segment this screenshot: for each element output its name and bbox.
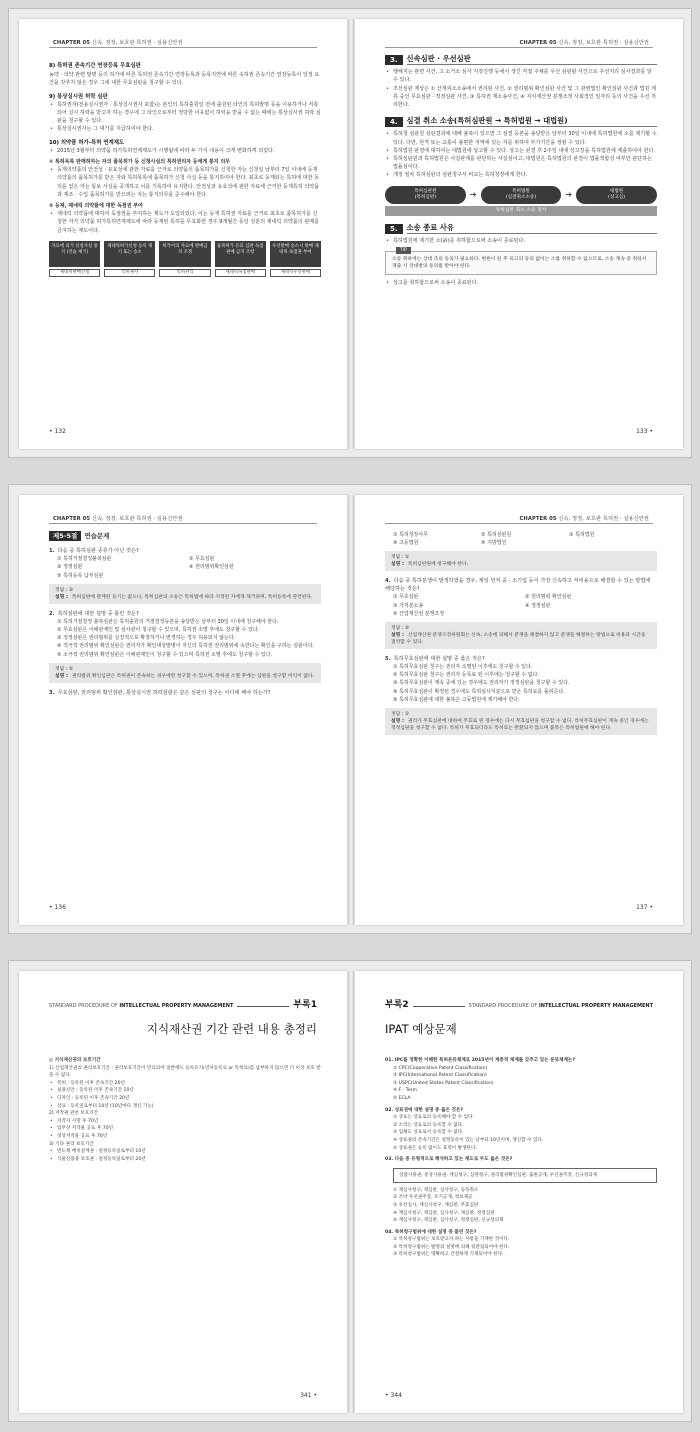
list-item: • 조선심판 제상은 ① 산재피소소송에서 권리된 사건, ② 권리범위 확인심판 사건 및 그 관련법인 확인심판 사건과 법원 계류 중인 무효심판 · 정정심판 사건, ③ 특허권 재소송사건, ④ 지식재산권 분쟁조정 사회적인 일자리 등의 사건을 우선 처리한다. [393, 85, 657, 110]
page-number: 133 • [636, 428, 653, 435]
option: ① 특허거절결정불복심판 [57, 556, 112, 563]
header-rule [49, 523, 317, 524]
page-content [49, 57, 321, 277]
explanation: 권리범위 확인심판은 특허권이 존속하는 경우에만 청구할 수 있으며, 특허권 소멸 후에는 심판을 청구할 이익이 없다. [71, 673, 315, 679]
option: ② 조약 우선권주장, 조기공개, 정보제공 [393, 1195, 473, 1201]
option: ③ USPC(United States Patent Classification) [393, 1080, 494, 1086]
process-diagram [49, 241, 321, 277]
option: ④ F - Term [393, 1088, 417, 1094]
list-item: • 반도체 배치설계권 : 설정등록일로부터 10년 [57, 1148, 321, 1156]
option: ② 소리는 상표로의 등록할 수 없다. [393, 1122, 464, 1128]
book-gutter [348, 971, 354, 1413]
book-gutter [348, 495, 354, 925]
section-10-sub1: ① 특허목록 판매허하는 자의 품목허가 등 신청사실의 특허권리자 등에게 통지 의무 [49, 159, 231, 166]
question-1-options [49, 555, 321, 580]
explanation: 특허심판에 관계된 등기는 없으나, 특허심판의 소송은 특허법에 따라 지정된 자에게 제기하며, 특허등록에 관련된다. [71, 594, 313, 600]
list-item: • 상표 : 등록일로부터 10년 (10년마다 갱신 가능) [57, 1103, 321, 1111]
question-1: 01. IPC를 정확한 이해한 특허분류체계로 2015년이 계층적 체계를 갖추고 있는 분류체계는? [385, 1058, 576, 1063]
flow-node-patent-tribunal: 특허심판원 (특허심판) [385, 186, 466, 204]
running-header: CHAPTER 05 신속, 정정, 보호관 특허권 · 실용신안권 [519, 516, 649, 522]
option: ① 특허거절결정 불복심판은 특허출원의 거절결정등본을 송달받은 날부터 30일 이내에 청구해야 한다. [57, 618, 279, 625]
option: ① 상표는 상표로의 등록해야 할 수 있다. [393, 1115, 474, 1121]
section-10-title: 10) 의약품 허가-특허 연계제도 [49, 139, 125, 146]
question-2: 02. 상표권에 대한 설명 중 옳은 것은? [385, 1107, 464, 1113]
option: ② 무효심판 [189, 556, 215, 563]
section-8-title: 8) 특허권 존속기간 연장등록 무효심판 [49, 63, 141, 69]
option: ⑤ 상표권은 등록 없이도 효력이 발생한다. [393, 1145, 477, 1151]
option: ④ 상표권의 존속기간은 설정등록이 있는 날부터 10년이며, 갱신할 수 있다. [393, 1137, 544, 1143]
list-item: • 특허심판원과 특허법원은 사실관계를 판단하는 사실심이고, 대법원은 특허법원의 판결이 법률적합성 여부만 판단하는 법률심이다. [393, 155, 657, 171]
running-header: CHAPTER 05 신속, 정정, 보호관 특허권 · 실용신안권 [519, 40, 649, 46]
section-10-sub2-list [49, 210, 321, 235]
appeal-flow-diagram [385, 186, 657, 204]
page-content [385, 55, 657, 287]
process-step: 우선판매 승소시 판매 제네릭 독점권 부여 제네릭우선판매 [270, 241, 321, 277]
question-4: 04. 특허청구범위에 대한 설명 중 틀린 것은? [385, 1229, 477, 1235]
option: ③ 특허무효심판이 계속 중에 있는 경우에도 권리자가 정정심판을 청구할 수 있다. [393, 680, 570, 687]
list-item: • 특허 : 등록된 이후 존속기간 20년 [57, 1080, 321, 1088]
answer-label: 정답 : ① [391, 712, 410, 718]
option: ⑤ 산업재산권 분쟁조정 [393, 610, 445, 617]
option: ④ 정정심판 [525, 602, 551, 609]
section-5-list-2 [385, 279, 657, 287]
option: ④ 재심사청구, 재심판, 심사청구, 재심판, 정정심판 [393, 1210, 495, 1216]
section-5-heading: 5. 소송 종료 사유 [385, 224, 657, 234]
appendix-header: STANDARD PROCEDURE OF INTELLECTUAL PROPERTY MANAGEMENT 부록1 [49, 997, 317, 1010]
running-header: CHAPTER 05 신속, 정정, 보호관 특허권 · 실용신안권 [53, 40, 183, 46]
option: ③ 가처분소송 [393, 602, 424, 609]
option: ② 특허무효심판 청구는 권리자 등록료 된 이후에는 청구할 수 없다. [393, 672, 539, 679]
option: ③ 입체도 상표로서 등록할 수 없다. [393, 1130, 464, 1136]
arrow-right-icon: ➔ [469, 189, 477, 199]
question-3-options [385, 531, 657, 547]
process-step: 자료에 의거 신청사실 통지 (연습 제기) 제네릭판매신청 [49, 241, 100, 277]
header-rule [49, 47, 317, 48]
question-3-options [385, 1187, 657, 1225]
list-item: • 개정 절차 특허심판의 심판청구서 비교는 특허청장에게 한다. [393, 171, 657, 179]
tip-text: 소송 취하에는 상대 측의 동의가 필요하다. 변론이 된 후 피고의 동의 없이는 소를 취하할 수 없으므로, 소송 계속 중 취하서 제출 시 상대방의 동의를 받아야 한다. [392, 257, 647, 270]
section-3-list [385, 68, 657, 109]
appendix-header: 부록2 STANDARD PROCEDURE OF INTELLECTUAL PROPERTY MANAGEMENT [385, 997, 653, 1010]
option: ① 특허청구범위는 보호받고자 하는 사항을 기재한 것이다. [393, 1237, 510, 1243]
question-4-options [385, 593, 657, 618]
list-item: • 제네릭 의약품에 대하여 독점권을 부여하는 제도가 도입되었다. 이는 등재 특허권 자료를 근거로 최초로 품목허가를 신청한 자가 의약품 허가특허연계제도에 따라 등재된 특허를 무효화한 경우 9개월간 동일 성분의 제네릭 의약품의 판매를 금지하는 제도이다. [57, 210, 321, 235]
process-step: 품목허가 유효 심판 독점 판매 금지 조항 제네릭독점판매 [215, 241, 266, 277]
text-line: 2) 저작권 관련 보호기간 [49, 1111, 99, 1117]
list-item: • 디자인 : 등록된 이후 존속기간 20년 [57, 1095, 321, 1103]
section-heading: ◎ 지식재산권의 보호기간 [49, 1058, 101, 1063]
appendix-tag: 부록1 [293, 1000, 317, 1010]
page-344 [355, 971, 683, 1413]
page-132 [19, 19, 347, 449]
appendix-title: 지식재산권 기간 관련 내용 총정리 [146, 1022, 317, 1036]
tip-box [385, 248, 657, 275]
process-step: 허가이의 자료에 판매금지 조정 특허관리 [159, 241, 210, 277]
list-item: • 특허권자(전용실시권자 · 통상실시권자 포함)는 본인의 특허출원일 전에 출원된 타인의 특허발명 등을 이용하거나 저촉되어 실시 허락을 받고자 하는 경우에 그 타인으로부터 정당한 이유없이 허락을 받을 수 없는 때에는 통상실시권 허락 심판을 청구할 수 있다. [57, 101, 321, 126]
flow-node-patent-court: 특허법원 (심결취소소송) [481, 186, 562, 204]
book-gutter [348, 19, 354, 449]
page-number: 137 • [636, 904, 653, 911]
answer-box: 정답 : ① 설명 : 권리가 무효심판에 대하여 무효로 된 경우에는 다시 무효심판을 청구할 수 없다. 특허무효심판이 계속 중인 경우에는 정정심판을 청구할 수 없다. 특허가 무효되더라도 특허료는 반환되지 않으며 불복은 특허법원에 해야 한다. [385, 708, 657, 735]
question-2-options [385, 1114, 657, 1152]
option: ① 무효심판 [393, 594, 419, 601]
page-content [49, 1053, 321, 1163]
header-rule [385, 523, 653, 524]
section-5-list [385, 237, 657, 245]
answer-label: 정답 : ⑤ [55, 587, 74, 593]
appendix-title: IPAT 예상문제 [385, 1022, 457, 1036]
question-3: 03. 다음 중 유형적으로 해석하고 있는 제도로 무도 옳은 것은? [385, 1157, 513, 1163]
page-number: • 132 [49, 428, 66, 435]
list-item: • 등재의약품의 안전성 · 유효성에 관한 자료를 근거로 의약품의 품목허가를 신청한 자는 신청일 날부터 7일 이내에 등재의약품의 품목허가를 받은 자와 특허목록에 품목허가 신청 사실 등을 통지하여야 한다. 최초로 등재되는 특허에 대한 동의를 얻은 자는 통보 사실을 공개하고 이를 기록하여 유지한다. 안전성과 유효성에 관한 자료에 근거한 등재특허 의약품과 제조 · 수입 품목허가를 받으려는 자는 통지의무를 준수해야 한다. [57, 166, 321, 199]
option: ⑤ 특허등록 납부심판 [57, 572, 104, 579]
answer-label: 정답 : ② [391, 555, 410, 561]
list-item: • 저작자 사망 후 70년 [57, 1118, 321, 1126]
page-content [385, 1053, 657, 1259]
explanation: 특허심판원에 청구해야 한다. [407, 562, 469, 568]
flow-caption-bar: 특허심판 취소 소송 절차 [385, 206, 657, 216]
question-5-options [385, 663, 657, 704]
list [49, 1148, 321, 1163]
tip-label: TIP [396, 247, 411, 254]
spread-pages-132-133 [8, 8, 692, 458]
list-item: • 실용신안 : 등록된 이후 존속기간 10년 [57, 1087, 321, 1095]
option: ③ 정정심판 [57, 564, 83, 571]
answer-label: 정답 : ⑤ [55, 666, 74, 672]
page-content [385, 531, 657, 735]
question-3: 3. 무효심판, 권리범위 확인심판, 통상실시권 허락심판은 같은 심판의 청구는 어디에 해야 하는가? [49, 689, 271, 696]
page-number: • 344 [385, 1392, 402, 1399]
spread-pages-341-344 [8, 960, 692, 1422]
list-item: • 상고를 취하함으로써 소송이 종료된다. [393, 279, 657, 287]
section-10-sub2: ② 등재, 제네릭 의약품에 대한 독점권 부여 [49, 203, 143, 210]
page-number: • 136 [49, 904, 66, 911]
question-1-options [385, 1065, 657, 1103]
exercise-title: 제5-5절 연습문제 [49, 531, 321, 541]
section-8-body: 농약 · 의약 관련 발명 등의 허가에 따른 특허권 존속기간 연장등록과 등록지연에 따른 속허권 존속기간 연장등록이 일정 요건을 갖추지 않은 경우 그에 대한 무효심판을 청구할 수 있다. [49, 72, 320, 87]
list-item: • 영상저작물 공표 후 70년 [57, 1133, 321, 1141]
option: ① CPC(Cooperative Patent Classification) [393, 1065, 488, 1071]
option: ① 특허무효심판 청구는 권리자 소멸된 이후에도 청구할 수 있다. [393, 664, 533, 671]
answer-box: 정답 : ② 설명 : 특허심판원에 청구해야 한다. [385, 551, 657, 571]
option: ② IPC(International Patent Classification) [393, 1073, 487, 1079]
list [49, 1080, 321, 1110]
section-10-sub1-list [49, 166, 321, 199]
section-10-list [49, 147, 321, 155]
option: ⑤ 특허무효심판에 대한 불복은 고등법원에 제기해야 한다. [393, 696, 520, 703]
question-4-options [385, 1236, 657, 1259]
option: ⑤ ECLA [393, 1095, 411, 1101]
question-1: 1. 다음 중 특허심판 종류가 아닌 것은? [49, 548, 139, 555]
process-step: 제네릭허가신청 등록 제기 또는 승소 특허권자 [104, 241, 155, 277]
list-item: • 업무상 저작물 공표 후 70년 [57, 1125, 321, 1133]
list-item: • 행해지는 관련 사건, 고 소거소 심사 지정진행 등에서 생긴 직접 주체를 우선 심판할 사건으로 우선처리 심사결과를 알 수 있다. [393, 68, 657, 84]
list-item: • 특허법원에 제기한 소(訴)를 취하함으로써 소송이 종료된다. [393, 237, 657, 245]
text-line: 3) 기타 권리 보호기간 [49, 1141, 94, 1147]
option: ① 재심사청구, 재심판, 심사청구, 등록취소 [393, 1187, 479, 1193]
option: ⑤ 재심사청구, 재심판, 심사청구, 정정심판, 신규성의제 [393, 1218, 504, 1224]
list [49, 1118, 321, 1141]
option: ④ 적극적 권리범위 확인심판은 권리자가 확인대상발명이 자신의 특허권 권리범위에 속한다는 확인을 구하는 심판이다. [57, 643, 314, 650]
page-content [49, 531, 321, 697]
page-341 [19, 971, 347, 1413]
arrow-right-icon: ➔ [565, 189, 573, 199]
list-item: • 2015년 3월부터 의약품 허가특허연계제도가 시행됨에 따라 두 가지 내용이 크게 변화하게 되었다. [57, 147, 321, 155]
page-number: 341 • [300, 1392, 317, 1399]
option: ① 특허청장사무 [393, 532, 429, 538]
explanation: 권리가 무효심판에 대하여 무효로 된 경우에는 다시 무효심판을 청구할 수 없다. 특허무효심판이 계속 중인 경우에는 정정심판을 청구할 수 없다. 특허가 무효되더라도 특허료는 반환되지 않으며 불복은 특허법원에 해야 한다. [391, 719, 649, 732]
option: ② 특허심판원 [481, 532, 512, 538]
page-133 [355, 19, 683, 449]
running-header: CHAPTER 05 신속, 정정, 보호관 특허권 · 실용신안권 [53, 516, 183, 522]
list-item: • 통상실시권자는 그 대가를 지급하여야 한다. [57, 125, 321, 133]
answer-label: 정답 : ⑤ [391, 626, 410, 632]
option: ④ 권리범위확인심판 [189, 564, 234, 571]
list-item: • 특허청 심판원 심판결과에 대해 불복이 있으면 그 심결 등본을 송달받은 날부터 30일 이내에 특허법원에 소를 제기할 수 있다. 다만, 원격 또는 교통이 불편한 지역에 있는 자를 위하여 부가기간을 정할 수 있다. [393, 130, 657, 146]
answer-box: 정답 : ⑤ 설명 : 특허심판에 관계된 등기는 없으나, 특허심판의 소송은 특허법에 따라 지정된 자에게 제기하며, 특허등록에 관련된다. [49, 584, 321, 604]
flow-node-supreme-court: 대법원 (상고심) [576, 186, 657, 204]
option: ⑤ 지방법원 [481, 540, 507, 547]
spread-pages-136-137 [8, 484, 692, 934]
option: ⑤ 소극적 권리범위 확인심판은 이해관계인이 청구할 수 있으며 특허권 소멸 후에도 청구할 수 있다. [57, 651, 273, 658]
answer-box: 정답 : ⑤ 설명 : 산업재산권 분쟁조정위원회는 신속, 소송에 의해서 분쟁을 해결하지 않고 분쟁을 해결하는 방법으로 비용과 시간을 절약할 수 있다. [385, 622, 657, 649]
section-9-title: 9) 통상실시권 허락 심판 [49, 93, 108, 100]
option: ③ 특허법원 [569, 532, 595, 538]
appendix-tag: 부록2 [385, 1000, 409, 1010]
question-3-box: 상품사용권, 통상사용권, 재심청구, 심판청구, 권리범위확인심판, 출원공개, 우선권주장, 신규성의제 [393, 1168, 657, 1183]
header-rule [385, 47, 653, 48]
page-137 [355, 495, 683, 925]
section-4-heading: 4. 심결 취소 소송(특허심판원 → 특허법원 → 대법원) [385, 117, 657, 127]
option: ③ 특허청구범위는 명확하고 간결하게 기재되어야 한다. [393, 1252, 504, 1258]
question-5: 5. 특허무효심판에 대한 설명 중 옳은 것은? [385, 656, 485, 663]
option: ④ 고등법원 [393, 540, 419, 547]
section-4-list [385, 130, 657, 179]
option: ② 무효심판은 이해관계인 및 심사관이 청구할 수 있으며, 특허권 소멸 후에도 청구할 수 있다. [57, 627, 260, 634]
answer-box: 정답 : ⑤ 설명 : 권리범위 확인심판은 특허권이 존속하는 경우에만 청구할 수 있으며, 특허권 소멸 후에는 심판을 청구할 이익이 없다. [49, 663, 321, 683]
section-3-heading: 3. 신속심판 · 우선심판 [385, 55, 657, 65]
option: ② 권리범위 확인심판 [525, 594, 572, 601]
question-2: 2. 특허심판에 대한 설명 중 틀린 것은? [49, 610, 139, 617]
section-9-list [49, 101, 321, 134]
list-item: • 특허법원 판결에 대하여는 대법원에 상고할 수 있다. 상고는 판결 후 2주일 내에 상고장을 특허법원에 제출하여야 한다. [393, 147, 657, 155]
page-136 [19, 495, 347, 925]
option: ② 특허청구범위는 발명의 설명에 의해 뒷받침되어야 한다. [393, 1244, 510, 1250]
question-2-options [49, 618, 321, 659]
option: ③ 정정심판은 권리범위를 실질적으로 확장하거나 변경하는 경우 허용되지 않는다. [57, 635, 236, 642]
list-item: • 식물신품종 보호권 : 설정등록일로부터 20년 [57, 1156, 321, 1164]
option: ③ 우선심사, 재심사청구, 재심판, 무효심판 [393, 1202, 479, 1208]
question-4: 4. 다음 중 특허분쟁이 발생하였을 경우, 제일 먼저 중 · 소기업 등이 가장 신속하고 저비용으로 해결할 수 있는 방법에 해당하는 것은? [385, 578, 651, 593]
option: ④ 특허무효심판이 확정된 경우에도 특허심사처분으로 받은 특허료를 돌려준다. [393, 688, 565, 695]
explanation: 산업재산권 분쟁조정위원회는 신속, 소송에 의해서 분쟁을 해결하지 않고 분쟁을 해결하는 방법으로 비용과 시간을 절약할 수 있다. [391, 633, 646, 646]
text-line: 1) 산업재산권의 권리보호기간 : 권리보호기간이 만료되어 일반에도 등록유지(연차등록료 or 특허료)를 납부하지 않으면 더 이상 보호 받을 수 없다. [49, 1065, 321, 1079]
